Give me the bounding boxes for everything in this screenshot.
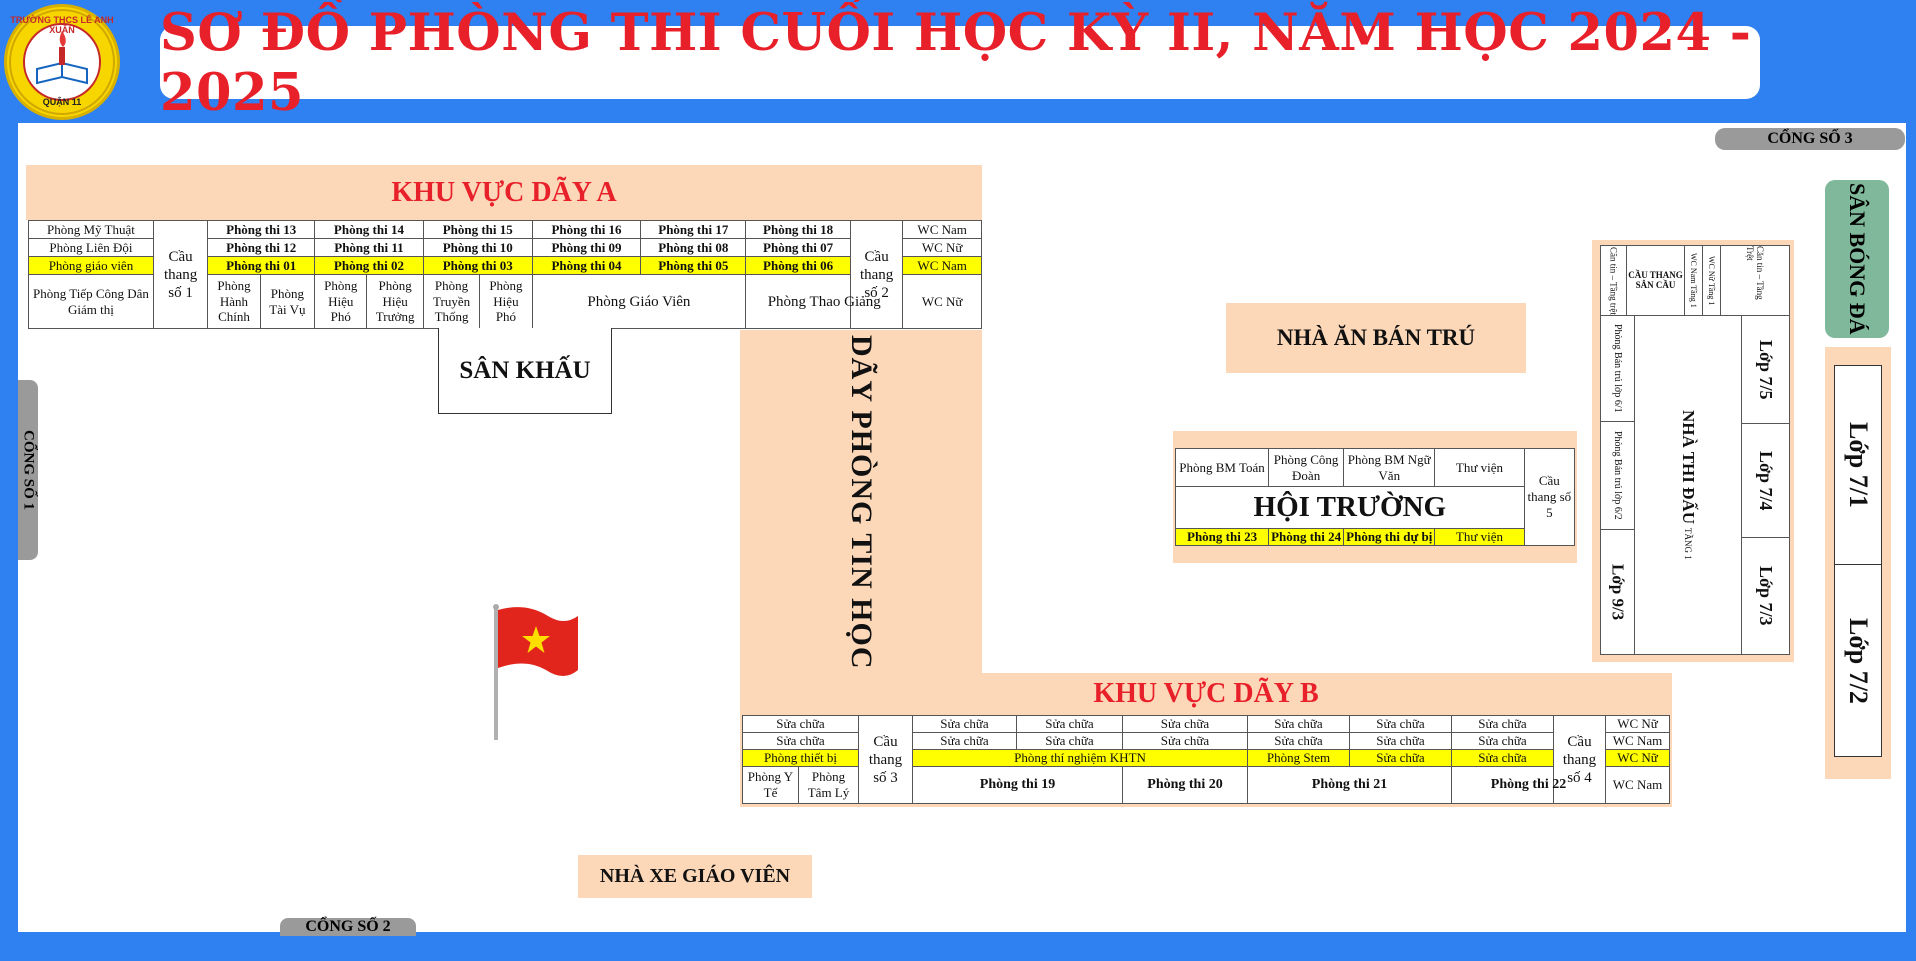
boarding-room-6-2: Phòng Bán trú lớp 6/2	[1601, 422, 1635, 530]
exam-room-20: Phòng thi 20	[1123, 767, 1248, 804]
room-teachers-a: Phòng giáo viên	[29, 257, 154, 275]
zone-b-title: KHU VỰC DÃY B	[740, 673, 1672, 715]
room-admin: Phòng Hành Chính	[208, 275, 260, 329]
zone-a-title: KHU VỰC DÃY A	[26, 165, 982, 220]
class-7-3: Lớp 7/3	[1741, 538, 1789, 654]
wc-a-3: WC Nam	[903, 257, 982, 275]
medical-room: Phòng Y Tế	[743, 767, 799, 804]
counseling-room: Phòng Tâm Lý	[799, 767, 859, 804]
wc-female-floor1: WC Nữ Tầng 1	[1703, 246, 1721, 316]
school-logo	[4, 4, 120, 120]
title-banner	[160, 2, 1760, 123]
football-field: SÂN BÓNG ĐÁ	[1825, 180, 1889, 338]
repair-b-r1-6: Sửa chữa	[1452, 716, 1554, 733]
boarding-room-6-1: Phòng Bán trú lớp 6/1	[1601, 316, 1635, 422]
canteen-ground-right: Căn tin – Tầng Trệt	[1721, 246, 1789, 316]
exam-room-18: Phòng thi 18	[746, 221, 851, 239]
repair-b-r1-3: Sửa chữa	[1123, 716, 1248, 733]
exam-room-24: Phòng thi 24	[1269, 529, 1344, 546]
exam-room-01: Phòng thi 01	[208, 257, 315, 275]
wc-b-4: WC Nam	[1606, 767, 1670, 804]
stem-room: Phòng Stem	[1248, 750, 1350, 767]
repair-b-r2-6: Sửa chữa	[1452, 733, 1554, 750]
room-reception: Phòng Tiếp Công Dân Giám thị	[29, 275, 154, 329]
repair-b-l2: Sửa chữa	[743, 733, 859, 750]
repair-b-r1-1: Sửa chữa	[913, 716, 1017, 733]
gate-2: CỔNG SỐ 2	[280, 918, 416, 936]
stair-3: Cầu thang số 3	[859, 716, 913, 804]
wc-male-floor1: WC Nam Tầng 1	[1685, 246, 1703, 316]
exam-room-05: Phòng thi 05	[641, 257, 746, 275]
exam-room-06: Phòng thi 06	[746, 257, 851, 275]
exam-room-10: Phòng thi 10	[423, 239, 532, 257]
class-7-4: Lớp 7/4	[1741, 424, 1789, 538]
exam-room-08: Phòng thi 08	[641, 239, 746, 257]
exam-room-04: Phòng thi 04	[532, 257, 641, 275]
gate-1: CỔNG SỐ 1	[18, 380, 38, 560]
wc-a-4: WC Nữ	[903, 275, 982, 329]
canteen-ground-left: Căn tin – Tầng trệt	[1601, 246, 1627, 316]
exam-room-23: Phòng thi 23	[1176, 529, 1269, 546]
exam-room-16: Phòng thi 16	[532, 221, 641, 239]
gym-block	[1600, 245, 1790, 655]
repair-b-l1: Sửa chữa	[743, 716, 859, 733]
gym-name: NHÀ THI ĐẤU	[1679, 410, 1698, 525]
stair-court: CẦU THANG SÂN CẦU	[1627, 246, 1685, 316]
wc-a-1: WC Nam	[903, 221, 982, 239]
room-literature-dept: Phòng BM Ngữ Văn	[1344, 449, 1435, 487]
it-building: DÃY PHÒNG TIN HỌC	[740, 330, 982, 675]
exam-room-03: Phòng thi 03	[423, 257, 532, 275]
room-vice-principal-1: Phòng Hiệu Phó	[315, 275, 367, 329]
exam-room-21: Phòng thi 21	[1248, 767, 1452, 804]
exam-room-15: Phòng thi 15	[423, 221, 532, 239]
class-7-1: Lớp 7/1	[1834, 365, 1882, 565]
room-tradition: Phòng Truyền Thống	[423, 275, 479, 329]
exam-room-13: Phòng thi 13	[208, 221, 315, 239]
repair-b-r2-1: Sửa chữa	[913, 733, 1017, 750]
stair-4: Cầu thang số 4	[1554, 716, 1606, 804]
room-art: Phòng Mỹ Thuật	[29, 221, 154, 239]
wc-a-2: WC Nữ	[903, 239, 982, 257]
stair-5: Cầu thang số 5	[1524, 449, 1574, 546]
stair-1: Cầu thang số 1	[153, 221, 207, 329]
exam-room-07: Phòng thi 07	[746, 239, 851, 257]
zone-b-table	[742, 715, 1670, 804]
repair-b-r1-5: Sửa chữa	[1350, 716, 1452, 733]
stair-2: Cầu thang số 2	[850, 221, 902, 329]
room-principal: Phòng Hiệu Trưởng	[367, 275, 423, 329]
wc-b-2: WC Nam	[1606, 733, 1670, 750]
exam-room-09: Phòng thi 09	[532, 239, 641, 257]
gym-floor: TẦNG 1	[1683, 528, 1693, 560]
exam-room-17: Phòng thi 17	[641, 221, 746, 239]
repair-b-r2-3: Sửa chữa	[1123, 733, 1248, 750]
repair-b-r1-2: Sửa chữa	[1017, 716, 1123, 733]
equipment-room: Phòng thiết bị	[743, 750, 859, 767]
repair-b-r3-6: Sửa chữa	[1452, 750, 1554, 767]
class-7-2: Lớp 7/2	[1834, 565, 1882, 757]
exam-room-11: Phòng thi 11	[315, 239, 424, 257]
logo-ring-text: TRƯỜNG THCS LÊ ANH XUÂN	[10, 15, 114, 35]
logo-bottom-text: QUẬN 11	[42, 97, 82, 107]
exam-room-14: Phòng thi 14	[315, 221, 424, 239]
repair-b-r1-4: Sửa chữa	[1248, 716, 1350, 733]
gym-center	[1635, 316, 1741, 654]
repair-b-r3-5: Sửa chữa	[1350, 750, 1452, 767]
room-youth-union: Phòng Liên Đội	[29, 239, 154, 257]
class-7-5: Lớp 7/5	[1741, 316, 1789, 424]
repair-b-r2-4: Sửa chữa	[1248, 733, 1350, 750]
stage: SÂN KHẤU	[438, 328, 612, 414]
vietnam-flag-icon	[486, 602, 582, 746]
repair-b-r2-5: Sửa chữa	[1350, 733, 1452, 750]
exam-room-02: Phòng thi 02	[315, 257, 424, 275]
room-finance: Phòng Tài Vụ	[260, 275, 314, 329]
repair-b-r2-2: Sửa chữa	[1017, 733, 1123, 750]
room-math-dept: Phòng BM Toán	[1176, 449, 1269, 487]
exam-room-12: Phòng thi 12	[208, 239, 315, 257]
assembly-hall: HỘI TRƯỜNG	[1176, 487, 1525, 529]
room-vice-principal-2: Phòng Hiệu Phó	[480, 275, 532, 329]
canteen: NHÀ ĂN BÁN TRÚ	[1226, 303, 1526, 373]
library-bottom: Thư viện	[1435, 529, 1524, 546]
room-demo-teaching: Phòng Thao Giảng	[746, 275, 903, 329]
hall-table	[1175, 448, 1575, 546]
class-9-3: Lớp 9/3	[1601, 530, 1635, 654]
library-top: Thư viện	[1435, 449, 1524, 487]
room-teachers-2: Phòng Giáo Viên	[532, 275, 746, 329]
wc-b-1: WC Nữ	[1606, 716, 1670, 733]
exam-room-reserve: Phòng thi dự bị	[1344, 529, 1435, 546]
zone-a-table	[28, 220, 982, 329]
exam-room-22: Phòng thi 22	[1452, 767, 1606, 804]
gate-3: CỔNG SỐ 3	[1715, 128, 1905, 150]
page-title: SƠ ĐỒ PHÒNG THI CUỐI HỌC KỲ II, NĂM HỌC 2024 - 2025	[160, 2, 1752, 123]
teacher-parking: NHÀ XE GIÁO VIÊN	[578, 855, 812, 898]
wc-b-3: WC Nữ	[1606, 750, 1670, 767]
room-union: Phòng Công Đoàn	[1269, 449, 1344, 487]
exam-room-19: Phòng thi 19	[913, 767, 1123, 804]
science-lab: Phòng thí nghiệm KHTN	[913, 750, 1248, 767]
